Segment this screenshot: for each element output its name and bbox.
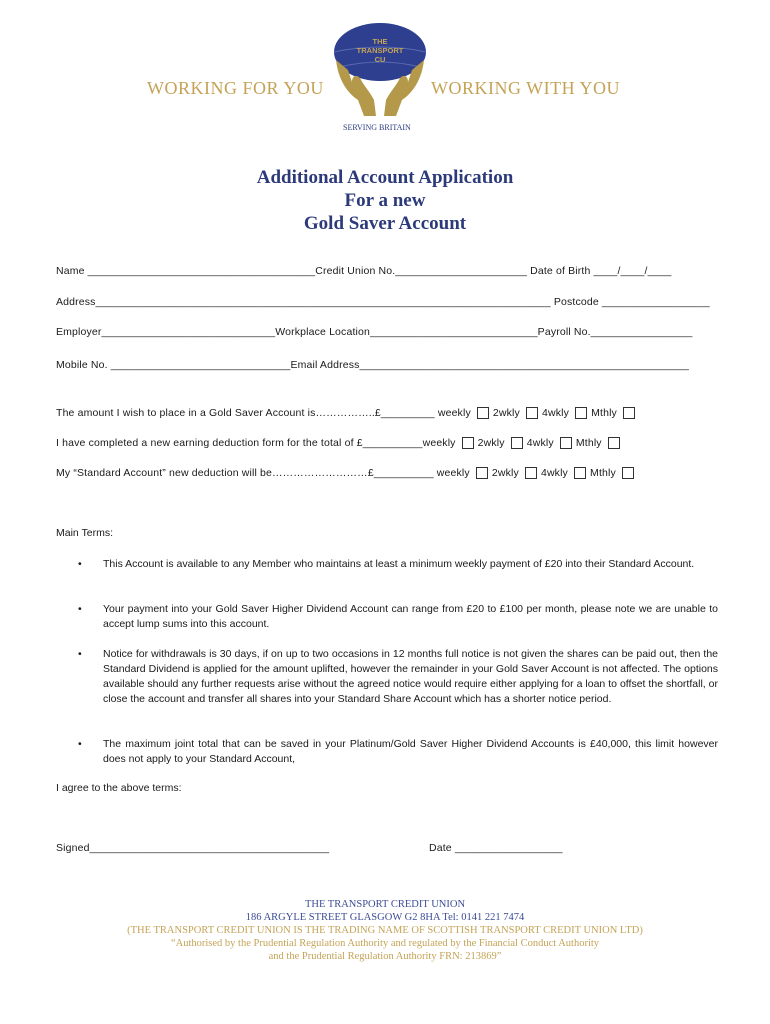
mthly-checkbox[interactable] (623, 407, 635, 419)
tagline-right: WORKING WITH YOU (431, 78, 620, 98)
option-mthly-label: Mthly (575, 437, 602, 449)
2wkly-checkbox[interactable] (511, 437, 523, 449)
bullet-icon: • (78, 603, 82, 615)
earning-deduction-label[interactable]: I have completed a new earning deduction form for the total of £__________weekly (56, 437, 456, 449)
tagline-left: WORKING FOR YOU (147, 78, 324, 98)
terms-item-text: The maximum joint total that can be saved in your Platinum/Gold Saver Higher Dividend Accounts is £40,000, this limit however does not apply to your Standard Account, (103, 738, 718, 765)
2wkly-checkbox[interactable] (526, 407, 538, 419)
terms-item (78, 557, 718, 587)
employer-workplace-payroll-row[interactable]: Employer_____________________________Workplace Location____________________________Payroll No._________________ (56, 326, 693, 338)
title-line-3: Gold Saver Account (303, 213, 467, 234)
footer-org-name: THE TRANSPORT CREDIT UNION (304, 899, 466, 910)
mthly-checkbox[interactable] (622, 467, 634, 479)
earning-deduction-row (56, 437, 624, 449)
terms-item-text: Notice for withdrawals is 30 days, if on up to two occasions in 12 months full notice is not given the shares can be paid out, then the Standard Dividend is applied for the amount uplifted, however the remainder in your Gold Saver Account is not affected. The options available should any further requests arise without the agreed notice would require either applying for a loan to offset the shortfall, or close the account and transfer all shares into your Standard Share Account which has a shorter notice period. (103, 648, 718, 705)
logo-text-1: THE (372, 37, 388, 46)
option-2wkly-label: 2wkly (477, 437, 505, 449)
option-2wkly-label: 2wkly (492, 407, 520, 419)
signed-field[interactable]: Signed________________________________________ (56, 842, 330, 854)
date-field[interactable]: Date __________________ (429, 842, 563, 854)
footer-authorisation: “Authorised by the Prudential Regulation Authority and regulated by the Financial Conduct Authority (170, 938, 600, 949)
footer-frn: and the Prudential Regulation Authority FRN: 213869” (268, 951, 502, 962)
standard-deduction-row (56, 467, 638, 479)
main-terms-heading: Main Terms: (56, 527, 113, 539)
terms-item (78, 602, 718, 632)
gold-saver-amount-label[interactable]: The amount I wish to place in a Gold Saver Account is……………..£_________ weekly (56, 407, 471, 419)
weekly-checkbox[interactable] (462, 437, 474, 449)
footer (0, 898, 770, 963)
gold-saver-amount-row (56, 407, 639, 419)
option-4wkly-label: 4wkly (540, 467, 568, 479)
serving-britain-label: SERVING BRITAIN (343, 123, 411, 132)
address-postcode-row[interactable]: Address____________________________________________________________________________ Postcode __________________ (56, 296, 710, 308)
4wkly-checkbox[interactable] (574, 467, 586, 479)
option-4wkly-label: 4wkly (526, 437, 554, 449)
logo-text-2: TRANSPORT (356, 46, 404, 55)
bullet-icon: • (78, 738, 82, 750)
mthly-checkbox[interactable] (608, 437, 620, 449)
terms-item-text: This Account is available to any Member who maintains at least a minimum weekly payment of £20 into their Standard Account. (103, 558, 695, 570)
terms-item-text: Your payment into your Gold Saver Higher Dividend Account can range from £20 to £100 per month, please note we are unable to accept lump sums into this account. (103, 603, 718, 630)
footer-address: 186 ARGYLE STREET GLASGOW G2 8HA Tel: 0141 221 7474 (245, 912, 525, 923)
weekly-checkbox[interactable] (477, 407, 489, 419)
agree-terms-label: I agree to the above terms: (56, 782, 182, 794)
bullet-icon: • (78, 558, 82, 570)
footer-trading-name: (THE TRANSPORT CREDIT UNION IS THE TRADING NAME OF SCOTTISH TRANSPORT CREDIT UNION LTD) (127, 925, 643, 936)
option-2wkly-label: 2wkly (491, 467, 519, 479)
logo-text-3: CU (374, 55, 386, 64)
4wkly-checkbox[interactable] (560, 437, 572, 449)
4wkly-checkbox[interactable] (575, 407, 587, 419)
bullet-icon: • (78, 648, 82, 660)
mobile-email-row[interactable]: Mobile No. ______________________________Email Address_______________________________________________________ (56, 359, 689, 371)
2wkly-checkbox[interactable] (525, 467, 537, 479)
weekly-checkbox[interactable] (476, 467, 488, 479)
standard-deduction-label[interactable]: My “Standard Account” new deduction will be………………………£__________ weekly (56, 467, 470, 479)
option-mthly-label: Mthly (591, 407, 617, 419)
page-title (0, 166, 770, 235)
title-line-1: Additional Account Application (256, 167, 514, 188)
terms-item (78, 647, 718, 722)
transport-cu-logo (330, 22, 430, 122)
title-line-2: For a new (344, 190, 426, 211)
option-4wkly-label: 4wkly (542, 407, 570, 419)
option-mthly-label: Mthly (590, 467, 616, 479)
terms-item (78, 737, 718, 767)
name-creditunion-dob-row[interactable]: Name ______________________________________Credit Union No.______________________ Date of Birth ____/____/____ (56, 265, 672, 277)
